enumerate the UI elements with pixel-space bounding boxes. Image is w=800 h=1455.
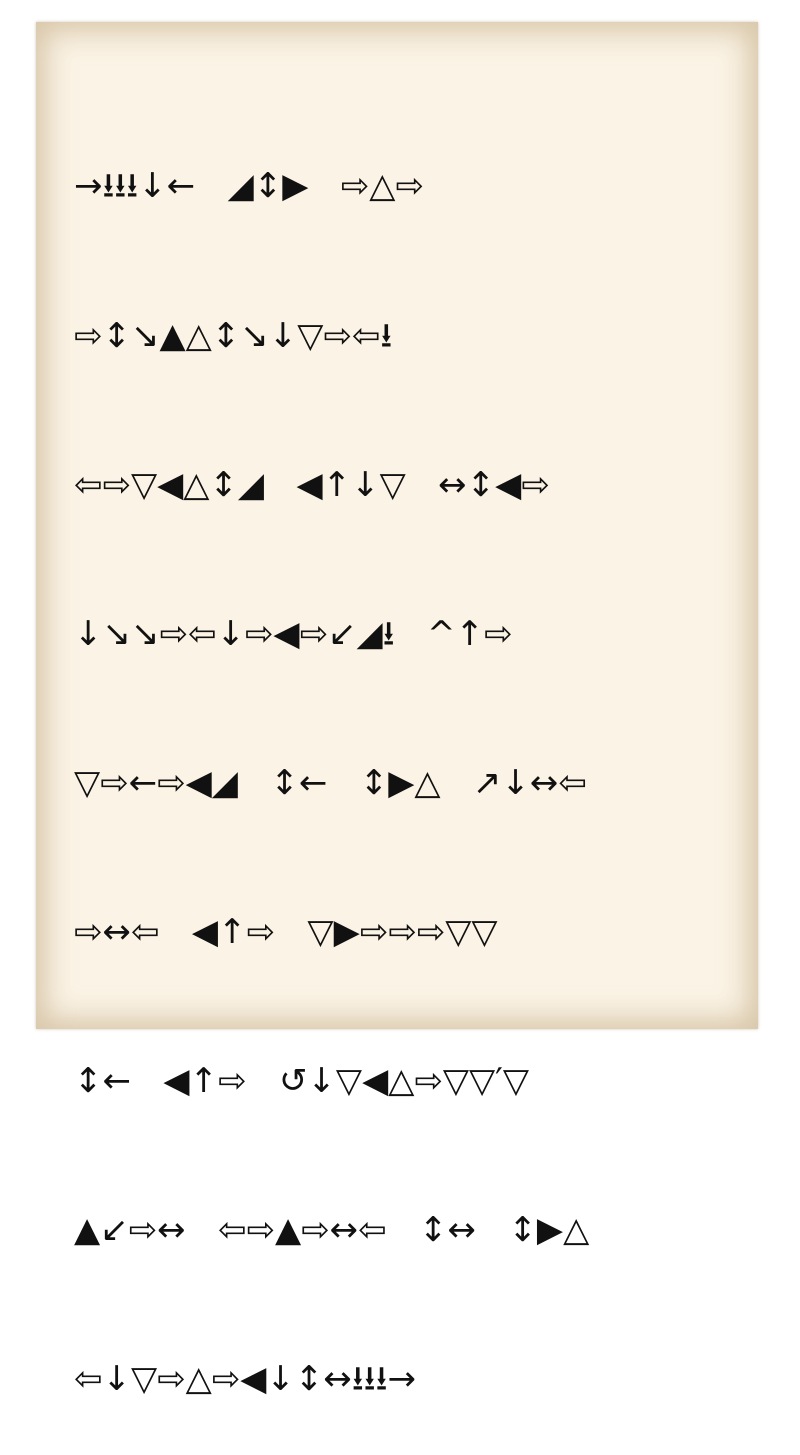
glyph-line: ▽⇨←⇨◀◢ ↕← ↕▶△ ↗↓↔⇦: [74, 762, 587, 803]
glyph-line: ⇨↕↘▲△↕↘↓▽⇨⇦⭳: [74, 315, 393, 356]
glyph-line: ⇨↔⇦ ◀↑⇨ ▽▶⇨⇨⇨▽▽: [74, 911, 498, 952]
glyph-line: ↕← ◀↑⇨ ↺↓▽◀△⇨▽▽′▽: [74, 1060, 530, 1101]
glyph-line: →⭳⭳⭳↓← ◢↕▶ ⇨△⇨: [74, 166, 424, 207]
glyph-line: ⇦⇨▽◀△↕◢ ◀↑↓▽ ↔↕◀⇨: [74, 464, 550, 505]
glyph-line: ▲↙⇨↔ ⇦⇨▲⇨↔⇦ ↕↔ ↕▶△: [74, 1210, 590, 1251]
glyph-line: ↓↘↘⇨⇦↓⇨◀⇨↙◢⭳ ^↑⇨: [74, 613, 513, 654]
glyph-text-block: [74, 63, 754, 1455]
glyph-line: ⇦↓▽⇨△⇨◀↓↕↔⭳⭳⭳→: [74, 1359, 417, 1400]
